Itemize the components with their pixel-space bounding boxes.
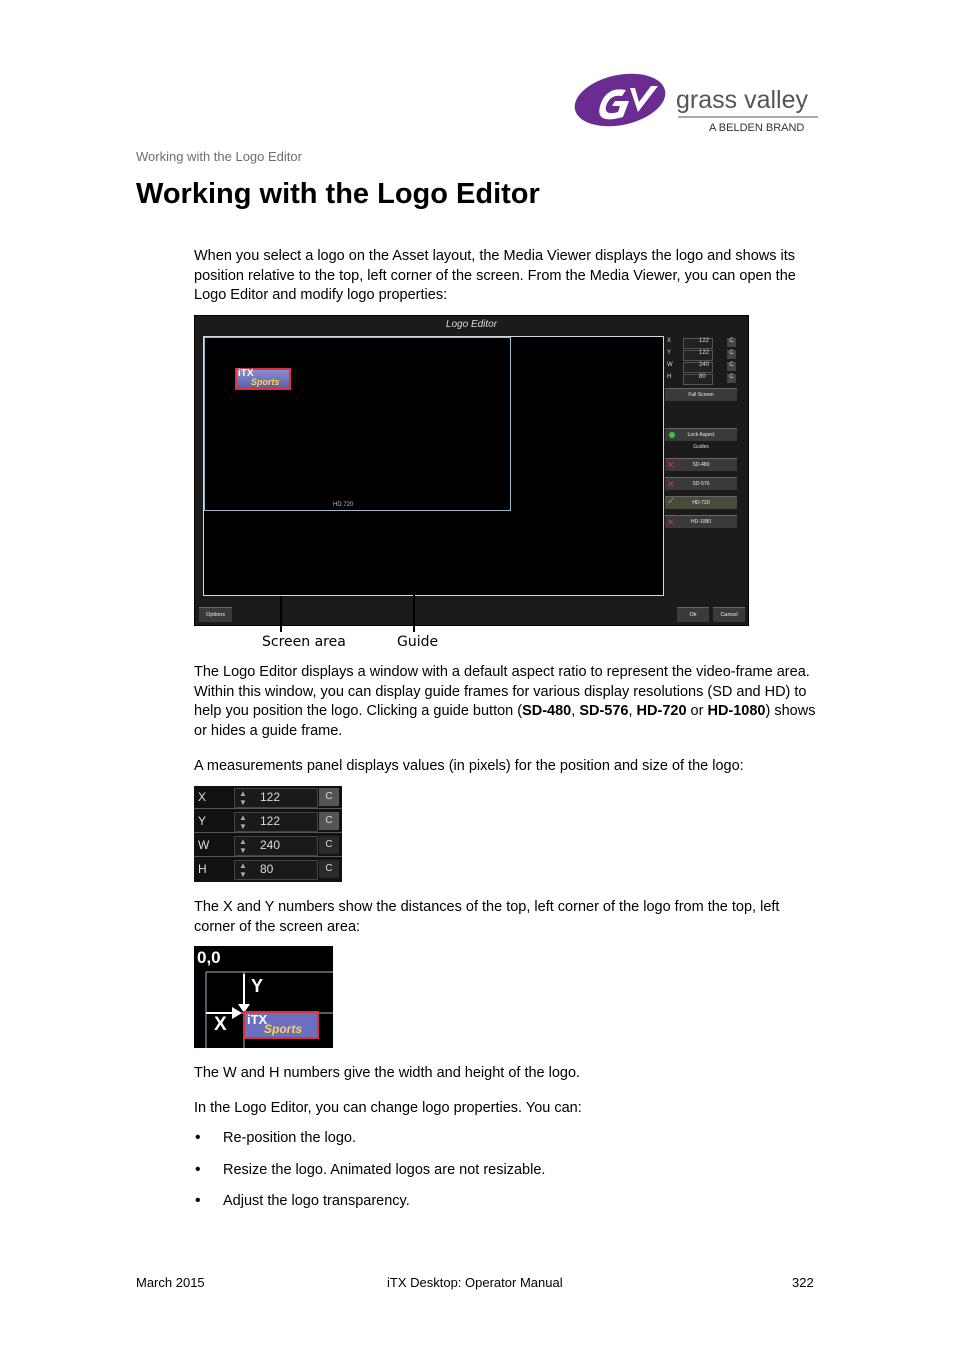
measurement-row-w: W ▲ ▼ 240 C	[194, 834, 342, 857]
lock-aspect-button[interactable]: Lock Aspect	[665, 428, 737, 441]
measurement-row-h: H ▲ ▼ 80 C	[194, 858, 342, 881]
clear-w-button[interactable]: C	[319, 836, 339, 854]
checkmark-icon: ✓	[667, 496, 676, 507]
xy-position-diagram	[194, 946, 333, 1048]
measurements-paragraph: A measurements panel displays values (in pixels) for the position and size of the logo:	[194, 758, 744, 774]
side-row-h: H 80 C	[665, 374, 739, 385]
brand-name: grass valley	[676, 86, 808, 114]
spinner-arrows-icon: ▲ ▼	[239, 813, 247, 831]
options-button[interactable]: Options	[199, 607, 232, 622]
list-item: • Re-position the logo.	[194, 1130, 545, 1162]
footer-manual-title: iTX Desktop: Operator Manual	[387, 1275, 563, 1290]
properties-list	[194, 1130, 545, 1225]
guide-callout: Guide	[397, 634, 439, 650]
clear-w-button[interactable]: C	[727, 362, 736, 371]
list-item: • Adjust the logo transparency.	[194, 1193, 545, 1225]
lock-aspect-indicator-icon	[669, 432, 675, 438]
itx-logo-text: iTX	[247, 1012, 268, 1027]
editor-window-title: Logo Editor	[445, 319, 498, 330]
clear-x-button[interactable]: C	[727, 338, 736, 347]
spinner-arrows-icon: ▲ ▼	[239, 789, 247, 807]
guide-paragraph: The Logo Editor displays a window with a default aspect ratio to represent the video-frame area. Within this window, you can display guide frames for various display resolutions (SD and HD) to help you position the logo. Clicking a guide button (SD-480, SD-576, HD-720 or HD-1080) shows or hides a guide frame.	[194, 664, 816, 739]
breadcrumb: Working with the Logo Editor	[136, 149, 302, 164]
clear-h-button[interactable]: C	[727, 374, 736, 383]
footer-page-number: 322	[792, 1275, 814, 1290]
intro-paragraph: When you select a logo on the Asset layout, the Media Viewer displays the logo and shows its position relative to the top, left corner of the screen. From the Media Viewer, you can open the Logo Editor and modify logo properties:	[194, 248, 796, 304]
origin-label: 0,0	[197, 948, 221, 967]
clear-h-button[interactable]: C	[319, 860, 339, 878]
y-label: Y	[251, 976, 264, 996]
h-spinner[interactable]	[234, 860, 318, 880]
measurement-row-y: Y ▲ ▼ 122 C	[194, 810, 342, 833]
list-item: • Resize the logo. Animated logos are not resizable.	[194, 1162, 545, 1194]
off-x-icon: ✕	[667, 517, 675, 527]
xy-paragraph: The X and Y numbers show the distances of the top, left corner of the logo from the top, left corner of the screen area:	[194, 899, 780, 935]
clear-x-button[interactable]: C	[319, 788, 339, 806]
measurements-panel	[194, 786, 342, 882]
screen-area-callout-line	[280, 596, 282, 632]
off-x-icon: ✕	[667, 460, 675, 470]
clear-y-button[interactable]: C	[319, 812, 339, 830]
guide-hd1080-button[interactable]: ✕ HD-1080	[665, 515, 737, 528]
guide-sd480-button[interactable]: ✕ SD-480	[665, 458, 737, 471]
hd720-guide-frame	[204, 337, 511, 511]
side-row-w: W 240 C	[665, 362, 739, 373]
guide-sd576-button[interactable]: ✕ SD-576	[665, 477, 737, 490]
clear-y-button[interactable]: C	[727, 350, 736, 359]
measurement-side-panel	[665, 336, 739, 596]
guide-hd720-button[interactable]: ✓ HD-720	[665, 496, 737, 509]
spinner-arrows-icon: ▲ ▼	[239, 861, 247, 879]
side-row-x: X 122 C	[665, 338, 739, 349]
screen-area	[203, 336, 664, 596]
wh-paragraph: The W and H numbers give the width and height of the logo.	[194, 1065, 581, 1081]
spinner-arrows-icon: ▲ ▼	[239, 837, 247, 855]
measurement-row-x: X ▲ ▼ 122 C	[194, 786, 342, 809]
ok-button[interactable]: Ok	[677, 607, 709, 622]
screen-area-callout: Screen area	[262, 634, 346, 650]
cancel-button[interactable]: Cancel	[713, 607, 745, 622]
guides-label: Guides	[693, 444, 709, 450]
properties-paragraph: In the Logo Editor, you can change logo properties. You can:	[194, 1100, 582, 1116]
guide-callout-line	[413, 511, 415, 632]
grass-valley-logo	[572, 70, 822, 136]
logo-editor-screenshot	[194, 315, 749, 626]
guide-frame-label: HD 720	[333, 502, 354, 508]
sports-logo-text: Sports	[264, 1022, 303, 1036]
x-label: X	[214, 1014, 227, 1035]
page-title: Working with the Logo Editor	[136, 178, 540, 210]
brand-tagline: A BELDEN BRAND	[709, 122, 805, 134]
side-row-y: Y 122 C	[665, 350, 739, 361]
itx-sports-logo[interactable]: iTX Sports	[235, 368, 291, 390]
off-x-icon: ✕	[667, 479, 675, 489]
footer-date: March 2015	[136, 1275, 205, 1290]
full-screen-button[interactable]: Full Screen	[665, 388, 737, 401]
